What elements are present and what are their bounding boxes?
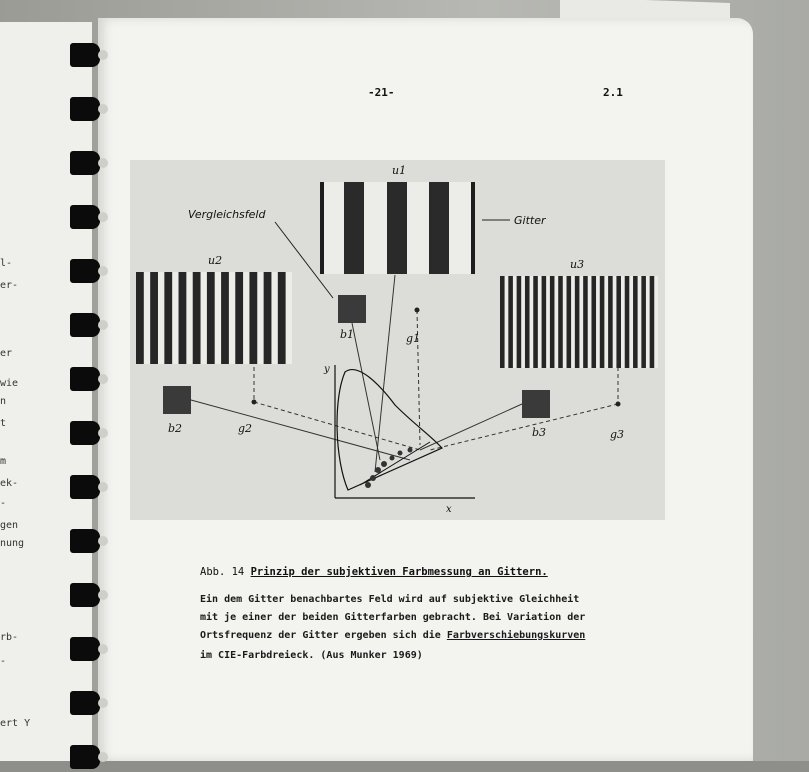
- left-page-fragment: l-: [0, 258, 13, 269]
- grating-bar: [179, 272, 187, 364]
- farbverschiebungskurven-term: Farbverschiebungskurven: [446, 630, 586, 641]
- label-g3: g3: [610, 428, 625, 441]
- binding-loop: [62, 148, 106, 178]
- spiral-binding: [62, 30, 110, 761]
- label-u1: u1: [392, 164, 407, 177]
- axis-label-y: y: [324, 364, 330, 375]
- body-line-2: mit je einer der beiden Gitterfarben gebracht. Bei Variation der: [200, 612, 586, 623]
- sample-point: [375, 467, 381, 473]
- sample-point: [398, 451, 403, 456]
- grating-bar: [207, 272, 215, 364]
- grating-bar: [542, 276, 547, 368]
- grating-bar: [164, 272, 172, 364]
- body-line-3: [200, 630, 585, 641]
- grating-figure: [130, 160, 665, 520]
- left-page-fragment: rb-: [0, 632, 19, 643]
- left-page-fragment: gen: [0, 520, 19, 531]
- binding-loop: [62, 634, 106, 664]
- grating-u3: [500, 276, 658, 368]
- binding-loop: [62, 418, 106, 448]
- left-page-fragment: t: [0, 418, 7, 429]
- grating-bar: [193, 272, 201, 364]
- label-b1: b1: [340, 328, 355, 341]
- grating-bar: [221, 272, 229, 364]
- left-page-fragment: er: [0, 348, 13, 359]
- grating-bar: [558, 276, 563, 368]
- grating-bar: [600, 276, 605, 368]
- grating-bar: [591, 276, 596, 368]
- point-g2: [252, 400, 257, 405]
- field-b3: [522, 390, 550, 418]
- page-number: -21-: [368, 86, 395, 99]
- grating-u1: [320, 182, 475, 274]
- field-b2: [163, 386, 191, 414]
- binding-loop: [62, 526, 106, 556]
- grating-bar: [278, 272, 286, 364]
- left-page-fragment: wie: [0, 378, 19, 389]
- label-vergleichsfeld: Vergleichsfeld: [188, 208, 266, 221]
- grating-bar: [235, 272, 243, 364]
- grating-bar: [150, 272, 158, 364]
- grating-bar: [650, 276, 655, 368]
- grating-bar: [136, 272, 144, 364]
- binding-loop: [62, 472, 106, 502]
- sample-point: [408, 448, 413, 453]
- grating-bar: [249, 272, 257, 364]
- grating-bar: [641, 276, 646, 368]
- label-g2: g2: [238, 422, 253, 435]
- figure-caption: [200, 566, 548, 578]
- sample-point: [370, 475, 376, 481]
- left-page-fragment: er-: [0, 280, 19, 291]
- label-gitter: Gitter: [514, 214, 546, 227]
- grating-bar: [575, 276, 580, 368]
- label-u3: u3: [570, 258, 585, 271]
- axis-label-x: x: [446, 504, 452, 515]
- grating-bar: [625, 276, 630, 368]
- body-line-4: im CIE-Farbdreieck. (Aus Munker 1969): [200, 650, 423, 661]
- grating-bar: [633, 276, 638, 368]
- sample-point: [381, 461, 387, 467]
- left-page-fragment: ert Y: [0, 718, 31, 729]
- sample-point: [390, 456, 395, 461]
- left-page-fragment: -: [0, 498, 7, 509]
- binding-loop: [62, 256, 106, 286]
- binding-loop: [62, 202, 106, 232]
- binding-loop: [62, 310, 106, 340]
- binding-loop: [62, 40, 106, 70]
- grating-bar: [608, 276, 613, 368]
- section-number: 2.1: [603, 86, 623, 99]
- grating-bar: [616, 276, 621, 368]
- sample-point: [365, 482, 371, 488]
- left-page-fragment: m: [0, 456, 7, 467]
- grating-bar: [550, 276, 555, 368]
- binding-loop: [62, 94, 106, 124]
- grating-bar: [533, 276, 538, 368]
- body-line-1: Ein dem Gitter benachbartes Feld wird auf subjektive Gleichheit: [200, 594, 580, 605]
- body-line-3-text: Ortsfrequenz der Gitter ergeben sich die: [200, 630, 447, 641]
- label-u2: u2: [208, 254, 223, 267]
- binding-loop: [62, 688, 106, 718]
- grating-bar: [264, 272, 272, 364]
- grating-bar: [583, 276, 588, 368]
- caption-title: Prinzip der subjektiven Farbmessung an Gittern.: [250, 566, 548, 578]
- grating-bar: [508, 276, 513, 368]
- binding-loop: [62, 364, 106, 394]
- left-page-fragment: ek-: [0, 478, 19, 489]
- grating-bar: [525, 276, 530, 368]
- field-b1: [338, 295, 366, 323]
- left-page-fragment: n: [0, 396, 7, 407]
- point-g1: [415, 308, 420, 313]
- caption-prefix: Abb. 14: [200, 566, 245, 578]
- point-g3: [616, 402, 621, 407]
- grating-u2: [136, 272, 292, 364]
- label-b2: b2: [168, 422, 183, 435]
- binding-loop: [62, 580, 106, 610]
- left-page-fragment: nung: [0, 538, 25, 549]
- grating-bar: [500, 276, 505, 368]
- grating-bar: [517, 276, 522, 368]
- left-page-fragment: -: [0, 656, 7, 667]
- binding-loop: [62, 742, 106, 772]
- label-g1: g1: [406, 332, 421, 345]
- label-b3: b3: [532, 426, 547, 439]
- grating-bar: [567, 276, 572, 368]
